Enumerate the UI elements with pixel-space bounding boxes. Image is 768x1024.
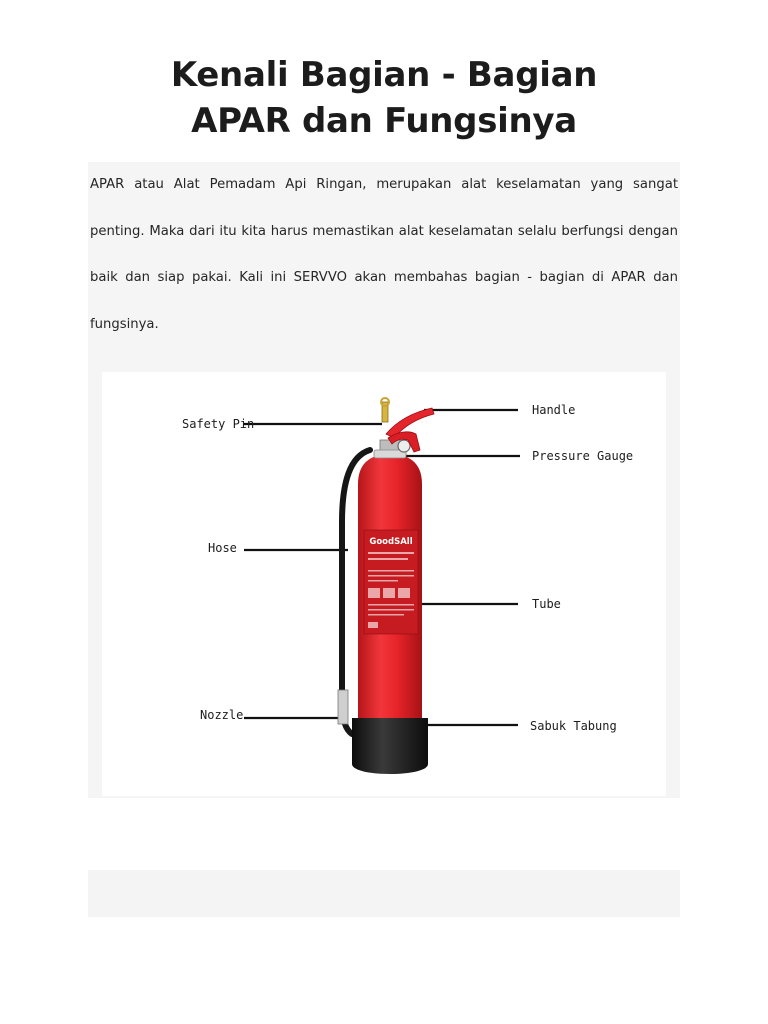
label-handle: Handle (532, 403, 576, 417)
label-belt: Sabuk Tabung (530, 719, 617, 733)
label-safety-pin: Safety Pin (182, 417, 255, 431)
brand-text: GoodSAll (369, 537, 413, 547)
label-hose: Hose (208, 541, 237, 555)
bottom-panel (88, 870, 680, 917)
page-title-line-1: Kenali Bagian - Bagian (170, 55, 598, 95)
page-title-line-2: APAR dan Fungsinya (191, 101, 577, 141)
label-tube: Tube (532, 597, 561, 611)
label-nozzle: Nozzle (200, 708, 244, 722)
pressure-gauge-dial (398, 440, 410, 452)
page-title (0, 52, 768, 144)
extinguisher-diagram (102, 372, 666, 796)
intro-paragraph: APAR atau Alat Pemadam Api Ringan, merupakan alat keselamatan yang sangat penting. Maka dari itu kita harus memastikan alat keselamatan selalu berfungsi dengan baik dan siap pakai. Kali ini SERVVO akan membahas bagian - bagian di APAR dan fungsinya. (90, 177, 678, 332)
nozzle-tip (338, 690, 348, 724)
cylinder-base-belt (352, 718, 428, 774)
label-pressure-gauge: Pressure Gauge (532, 449, 634, 463)
extinguisher-illustration (102, 372, 666, 796)
